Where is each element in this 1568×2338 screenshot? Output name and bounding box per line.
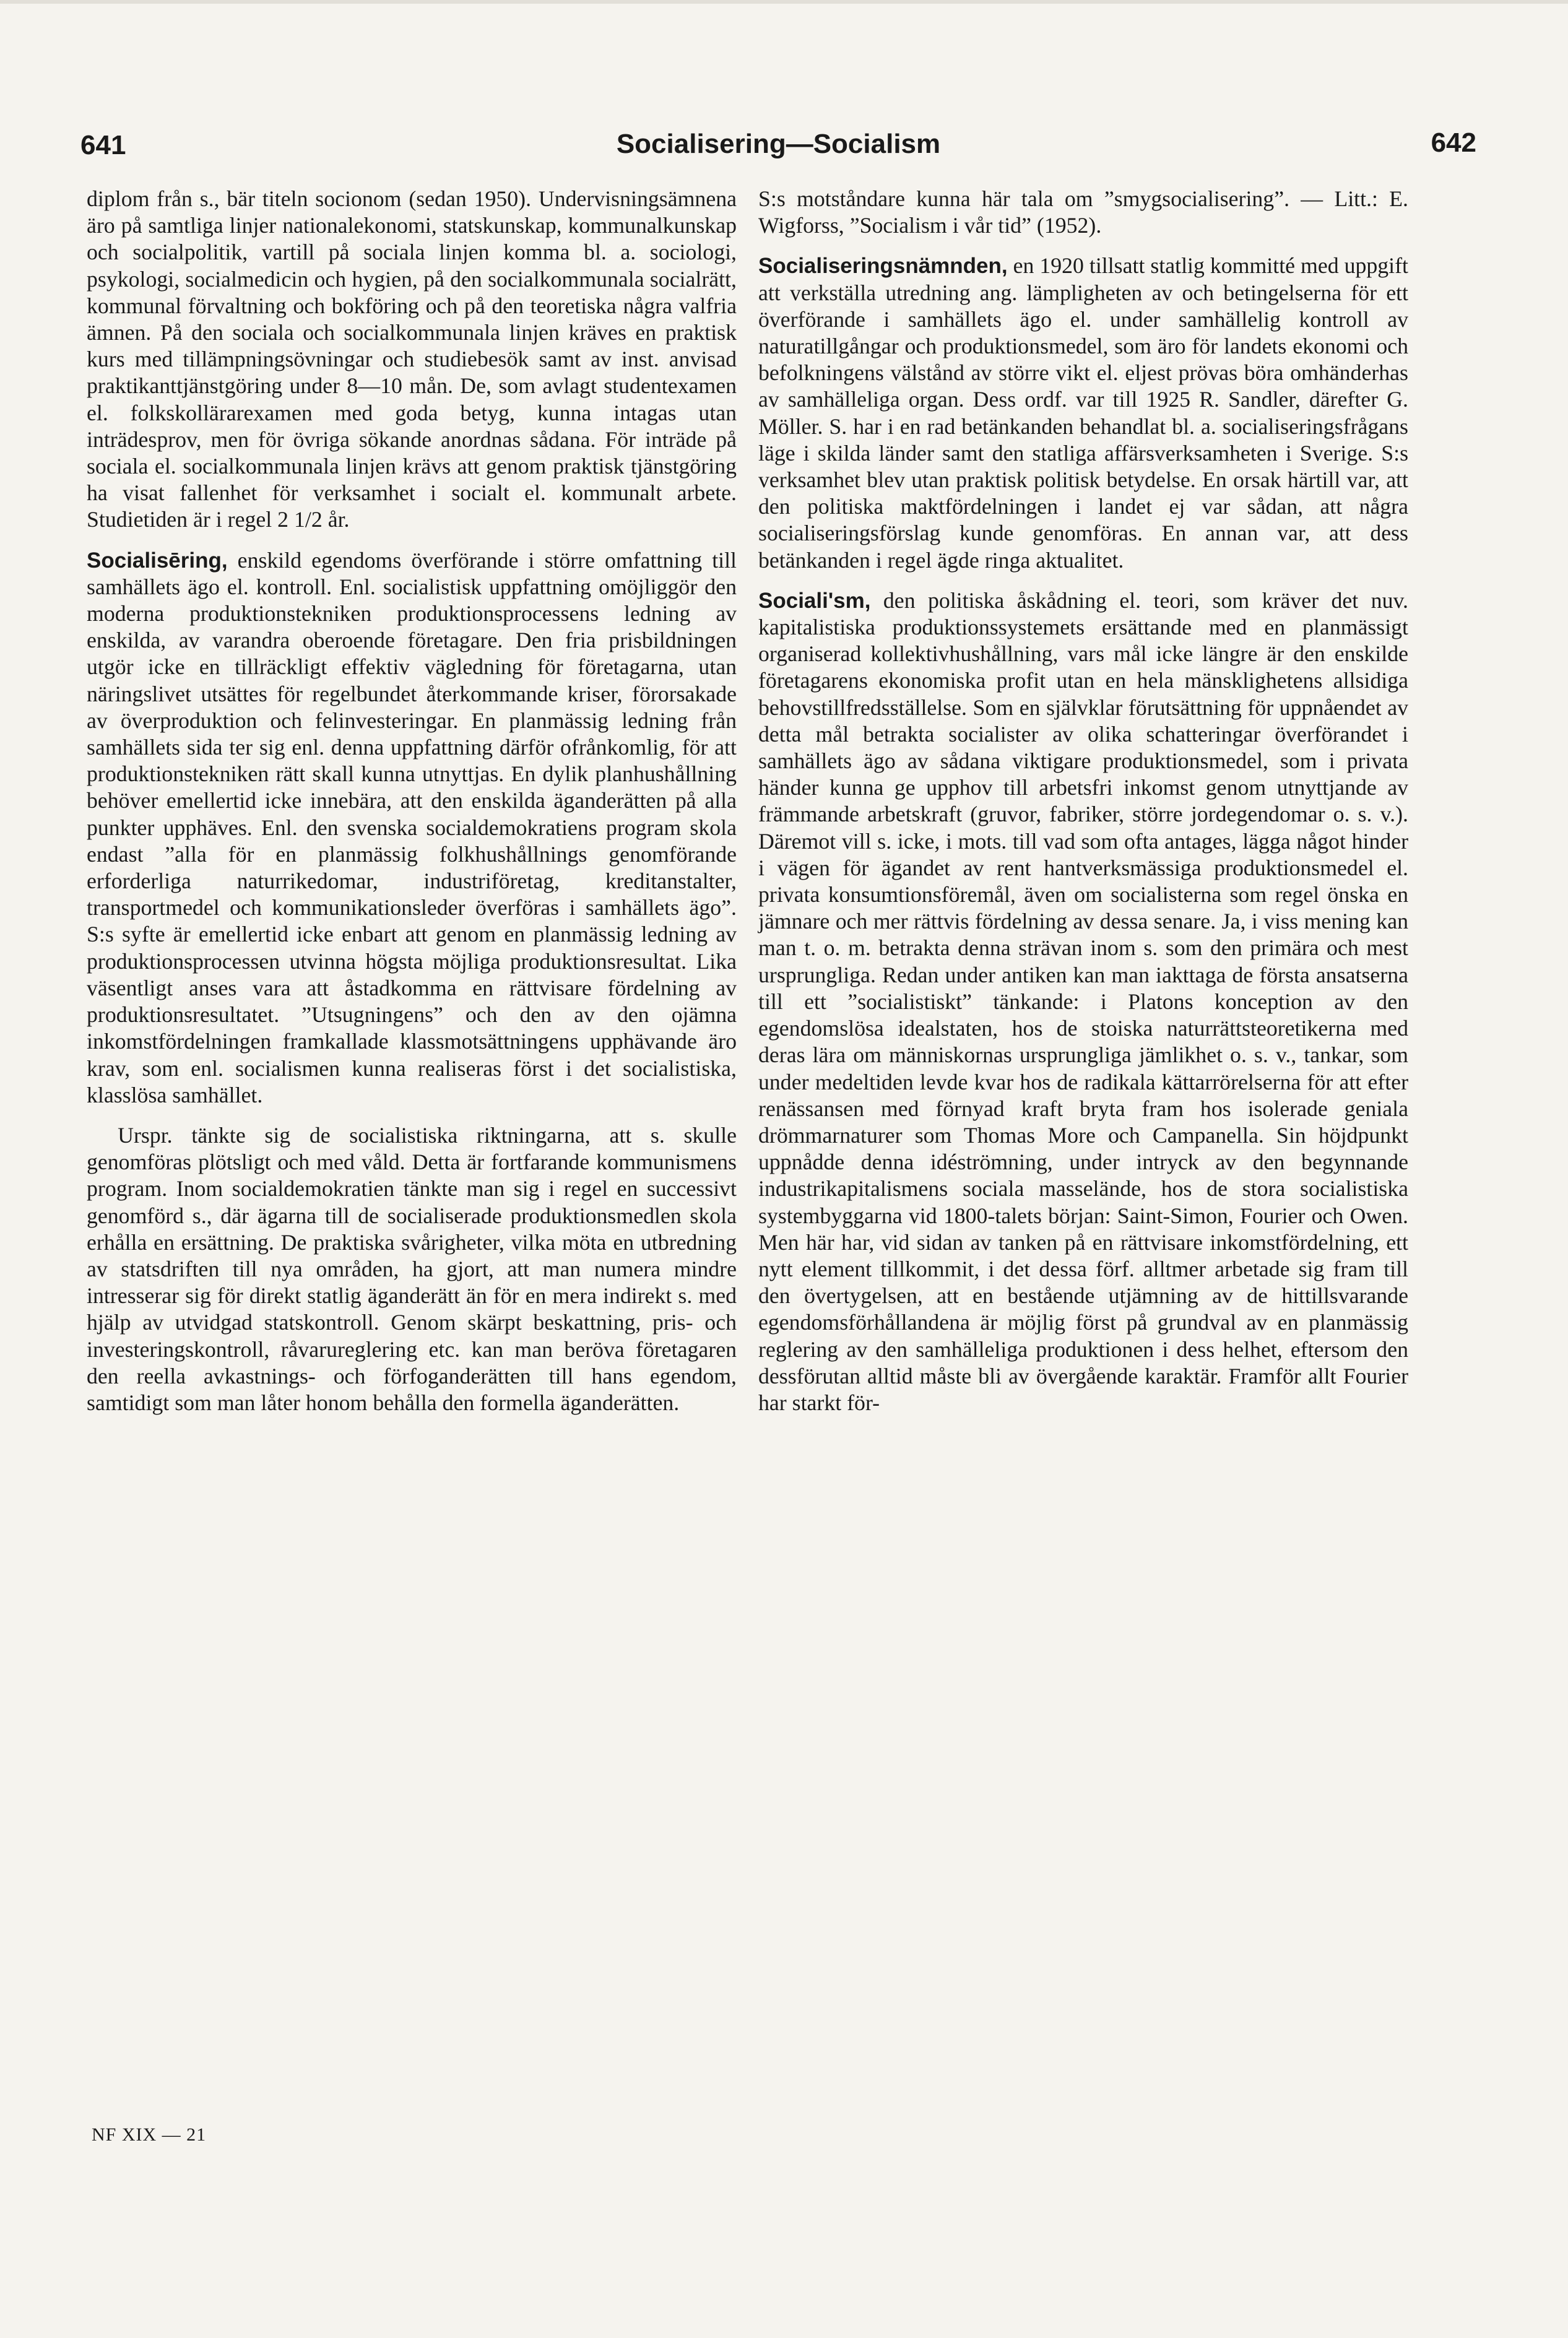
- left-column: [87, 186, 737, 1416]
- running-title: Socialisering—Socialism: [616, 129, 941, 159]
- entry-socialisering: [87, 547, 737, 1109]
- page-number-left: 641: [80, 130, 126, 160]
- entry-text: en 1920 tillsatt statlig kommitté med uppgift att verkställa utredning ang. lämpligheten av och betingelserna för ett överförande i samhällets ägo el. under samhällelig kontroll av naturatillgångar och produktionsmedel, som äro för landets ekonomi och befolkningens välstånd av större vikt el. eljest prövas böra omhänderhas av samhälleliga organ. Dess ordf. var till 1925 R. Sandler, därefter G. Möller. S. har i en rad betänkanden behandlat bl. a. socialiseringsfrågans läge i skilda länder samt den statliga affärsverksamheten i Sverige. S:s verksamhet blev utan praktisk politisk betydelse. En orsak härtill var, att den politiska maktfördelningen i landet ej var sådan, att några socialiseringsförslag kunde genomföras. En annan var, att dess betänkanden i regel ägde ringa aktualitet.: [758, 253, 1408, 573]
- paragraph-sociala-institutet-cont: diplom från s., bär titeln socionom (sedan 1950). Undervisningsämnena äro på samtliga linjer nationalekonomi, statskunskap, kommunalkunskap och socialpolitik, vartill på sociala linjen komma bl. a. sociologi, psykologi, socialmedicin och hygien, på den socialkommunala socialrätt, kommunal förvaltning och bokföring och på den teoretiska några valfria ämnen. På den sociala och socialkommunala linjen kräves en praktisk kurs med tillämpningsövningar och studiebesök samt av inst. anvisad praktikanttjänstgöring under 8—10 mån. De, som avlagt studentexamen el. folkskollärarexamen med goda betyg, kunna intagas utan inträdesprov, men för övriga sökande anordnas sådana. För inträde på sociala el. socialkommunala linjen krävs att genom praktisk tjänstgöring ha visat fallenhet för verksamhet i socialt el. kommunalt arbete. Studietiden är i regel 2 1/2 år.: [87, 186, 737, 532]
- entry-socialism: [758, 587, 1408, 1416]
- entry-socialiseringsnamnden: [758, 253, 1408, 573]
- paragraph-smygsocialisering: S:s motståndare kunna här tala om ”smygsocialisering”. — Litt.: E. Wigforss, ”Socialism i vår tid” (1952).: [758, 186, 1408, 238]
- entry-text: den politiska åskådning el. teori, som kräver det nuv. kapitalistiska produktionssystemets ersättande med en planmässigt organiserad kollektivhushållning, vars mål icke längre är den enskilde företagarens ekonomiska profit utan en hela mänsklighetens allsidiga behovstillfredsställelse. Som en självklar förutsättning för uppnåendet av detta mål betrakta socialister av olika schatteringar överförandet i samhällets ägo av sådana viktigare produktionsmedel, som i privata händer kunna ge upphov till arbetsfri inkomst genom utnyttjande av främmande arbetskraft (gruvor, fabriker, större jordegendomar o. s. v.). Däremot vill s. icke, i mots. till vad som ofta antages, lägga något hinder i vägen för ägandet av rent hantverksmässiga produktionsmedel el. privata konsumtionsföremål, även om socialisterna som regel önska en jämnare och mer rättvis fördelning av dessa senare. Ja, i viss mening kan man t. o. m. betrakta denna strävan inom s. som den primära och mest ursprungliga. Redan under antiken kan man iakttaga de första ansatserna till ett ”socialistiskt” tänkande: i Platons konception av den egendomslösa idealstaten, hos de stoiska naturrättsteoretikerna med deras lära om människornas ursprungliga jämlikhet o. s. v., tankar, som under medeltiden levde kvar hos de radikala kättarrörelserna för att efter renässansen med förnyad kraft bryta fram hos isolerade geniala drömmarnaturer som Thomas More och Campanella. Sin höjdpunkt uppnådde denna idéströmning, under intryck av den begynnande industrikapitalismens sociala masselände, hos de stora socialistiska systembyggarna vid 1800-talets början: Saint-Simon, Fourier och Owen. Men här har, vid sidan av tanken på en rättvisare inkomstfördelning, ett nytt element tillkommit, i det dessa förf. alltmer arbetade sig fram till den övertygelsen, att en bestående utjämning av de hittillsvarande egendomsförhållandena är möjlig först på grundval av en planmässig reglering av den samhälleliga produktionen i dess helhet, eftersom den dessförutan alltid måste bli av övergående karaktär. Framför allt Fourier har starkt för-: [758, 587, 1408, 1415]
- right-column: [758, 186, 1408, 1416]
- page-header: [80, 124, 1476, 167]
- signature-mark: NF XIX — 21: [92, 2124, 207, 2145]
- entry-headword: Sociali'sm,: [758, 588, 871, 613]
- page-number-right: 642: [1431, 128, 1476, 158]
- entry-headword: Socialiseringsnämnden,: [758, 254, 1008, 279]
- scan-edge: [0, 0, 1568, 4]
- entry-headword: Socialisēring,: [87, 548, 228, 573]
- entry-text: enskild egendoms överförande i större omfattning till samhällets ägo el. kontroll. Enl. socialistisk uppfattning omöjliggör den moderna produktionstekniken produktionsprocessens ledning av enskilda, av varandra oberoende företagare. Den fria prisbildningen utgör icke en tillräckligt effektiv vägledning för företagarna, utan näringslivet utsättes för regelbundet återkommande kriser, förorsakade av överproduktion och felinvesteringar. En planmässig ledning från samhällets sida ter sig enl. denna uppfattning därför ofrånkomlig, för att produktionstekniken rätt skall kunna utnyttjas. En dylik planhushållning behöver emellertid icke innebära, att den enskilda äganderätten på alla punkter upphäves. Enl. den svenska socialdemokratiens program skola endast ”alla för en planmässig folkhushållnings genomförande erforderliga naturrikedomar, industriföretag, kreditanstalter, transportmedel och kommunikationsleder överföras i samhällets ägo”. S:s syfte är emellertid icke enbart att genom en planmässig ledning av produktionsprocessen utvinna högsta möjliga produktionsresultat. Lika väsentligt anses vara att åstadkomma en rättvisare fördelning av produktionsresultatet. ”Utsugningens” och den av den ojämna inkomstfördelningen framkallade klassmotsättningens upphävande äro krav, som enl. socialismen kunna realiseras först i det socialistiska, klasslösa samhället.: [87, 547, 737, 1107]
- paragraph-ursprung: Urspr. tänkte sig de socialistiska riktningarna, att s. skulle genomföras plötsligt och med våld. Detta är fortfarande kommunismens program. Inom socialdemokratien tänkte man sig i regel en successivt genomförd s., där ägarna till de socialiserade produktionsmedlen skola erhålla en ersättning. De praktiska svårigheter, vilka möta en utbredning av statsdriften till nya områden, ha gjort, att man numera mindre intresserar sig för direkt statlig äganderätt än för en mera indirekt s. med hjälp av utvidgad statskontroll. Genom skärpt beskattning, pris- och investeringskontroll, råvarureglering etc. kan man beröva företagaren den reella avkastnings- och förfoganderätten till hans egendom, samtidigt som man låter honom behålla den formella äganderätten.: [87, 1122, 737, 1415]
